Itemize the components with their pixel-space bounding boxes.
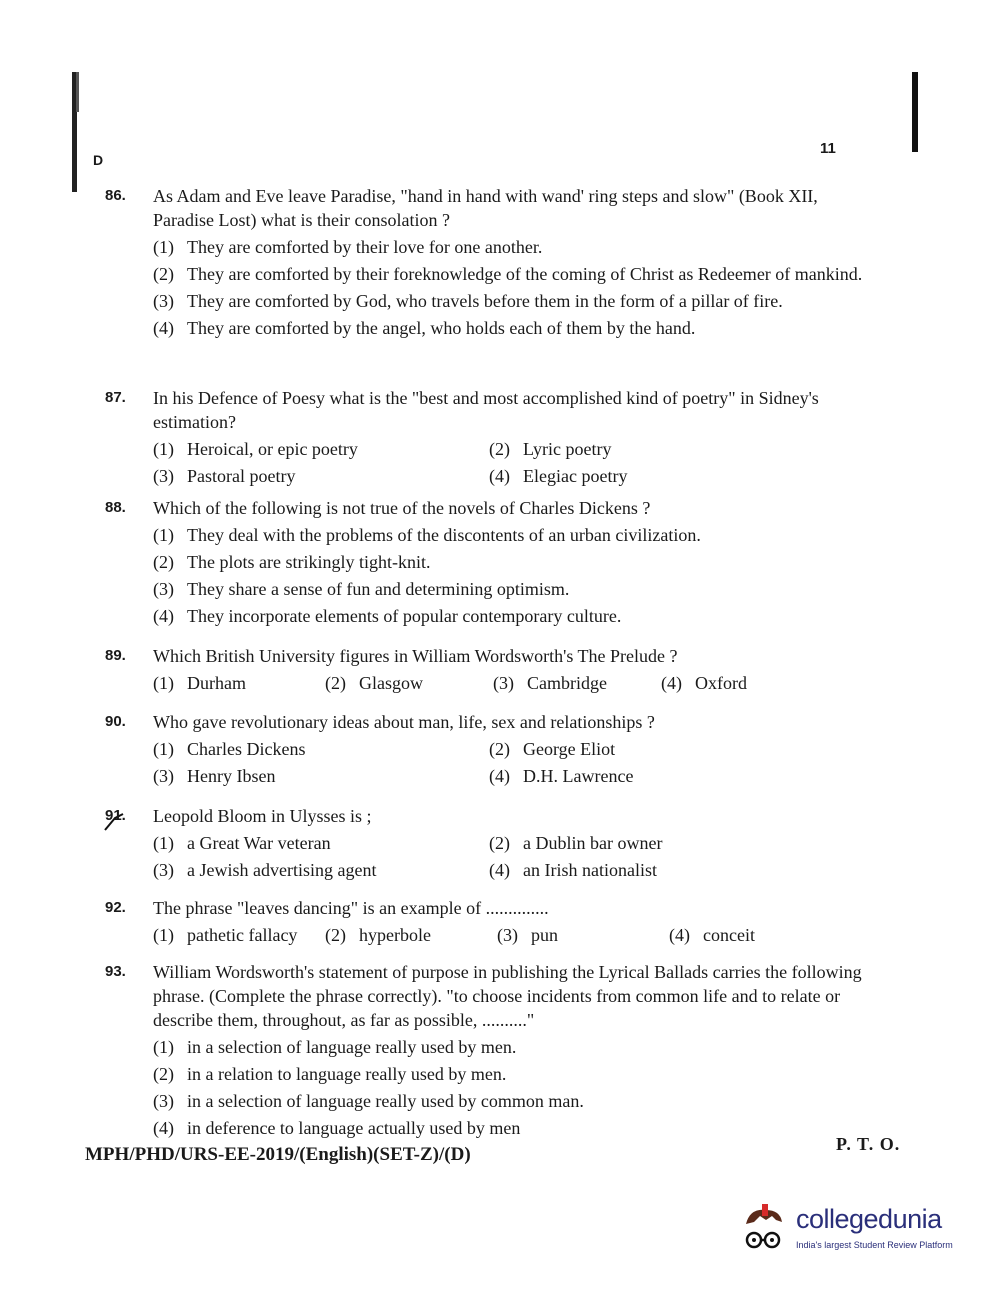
option: (2) in a relation to language really used by men. (153, 1064, 507, 1084)
student-mascot-icon (736, 1202, 792, 1258)
option: (4) in deference to language actually used by men (153, 1118, 521, 1138)
option: (4) conceit (669, 925, 755, 945)
option: (3) They are comforted by God, who travels before them in the form of a pillar of fire. (153, 291, 783, 311)
question-number: 91. (105, 807, 126, 824)
question-text: In his Defence of Poesy what is the "best and most accomplished kind of poetry" in Sidney's estimation? (153, 388, 819, 432)
option: (2) hyperbole (325, 925, 431, 945)
question-number: 90. (105, 713, 126, 730)
option: (1) Charles Dickens (153, 739, 306, 759)
collegedunia-watermark (736, 1200, 966, 1260)
option: (1) They are comforted by their love for one another. (153, 237, 543, 257)
option: (4) an Irish nationalist (489, 860, 657, 880)
option: (1) Heroical, or epic poetry (153, 439, 358, 459)
option: (1) in a selection of language really used by men. (153, 1037, 517, 1057)
option: (2) Glasgow (325, 673, 423, 693)
option: (3) a Jewish advertising agent (153, 860, 377, 880)
question-92 (105, 896, 865, 947)
question-86 (105, 184, 865, 340)
option: (4) Oxford (661, 673, 747, 693)
option: (4) D.H. Lawrence (489, 766, 634, 786)
please-turn-over: P. T. O. (836, 1134, 901, 1154)
question-number: 93. (105, 963, 126, 980)
question-number: 86. (105, 187, 126, 204)
question-text: William Wordsworth's statement of purpose in publishing the Lyrical Ballads carries the following phrase. (Complete the phrase correctly). "to choose incidents from common life and to relate or describe them, throughout, as far as possible, .........." (153, 962, 862, 1030)
paper-code: MPH/PHD/URS-EE-2019/(English)(SET-Z)/(D) (85, 1144, 471, 1165)
option: (1) a Great War veteran (153, 833, 331, 853)
option: (4) They are comforted by the angel, who holds each of them by the hand. (153, 318, 696, 338)
option: (2) The plots are strikingly tight-knit. (153, 552, 431, 572)
option: (3) Pastoral poetry (153, 466, 296, 486)
option: (1) They deal with the problems of the discontents of an urban civilization. (153, 525, 701, 545)
option: (2) They are comforted by their foreknowledge of the coming of Christ as Redeemer of mankind. (153, 264, 863, 284)
option: (2) Lyric poetry (489, 439, 612, 459)
scan-edge-mark (76, 72, 79, 112)
question-89 (105, 644, 865, 695)
option: (3) They share a sense of fun and determining optimism. (153, 579, 570, 599)
question-number: 89. (105, 647, 126, 664)
question-93 (105, 960, 865, 1140)
scan-edge-mark (912, 72, 918, 152)
option: (3) pun (497, 925, 558, 945)
option: (4) They incorporate elements of popular contemporary culture. (153, 606, 622, 626)
option: (3) Cambridge (493, 673, 607, 693)
option: (1) pathetic fallacy (153, 925, 298, 945)
brand-name: collegedunia (796, 1204, 942, 1234)
question-text: Who gave revolutionary ideas about man, life, sex and relationships ? (153, 712, 655, 732)
page-number: 11 (820, 140, 836, 157)
option: (2) a Dublin bar owner (489, 833, 663, 853)
brand-tagline: India's largest Student Review Platform (796, 1240, 953, 1250)
question-text: As Adam and Eve leave Paradise, "hand in hand with wand' ring steps and slow" (Book XII, Paradise Lost) what is their consolation ? (153, 186, 818, 230)
question-text: The phrase "leaves dancing" is an example of .............. (153, 898, 549, 918)
option: (1) Durham (153, 673, 246, 693)
option: (4) Elegiac poetry (489, 466, 628, 486)
question-number: 87. (105, 389, 126, 406)
question-90 (105, 710, 865, 788)
question-91 (105, 804, 865, 882)
question-88 (105, 496, 865, 628)
question-text: Leopold Bloom in Ulysses is ; (153, 806, 372, 826)
set-letter: D (93, 152, 104, 168)
question-number: 88. (105, 499, 126, 516)
question-number: 92. (105, 899, 126, 916)
option: (3) Henry Ibsen (153, 766, 276, 786)
question-text: Which of the following is not true of the novels of Charles Dickens ? (153, 498, 651, 518)
option: (3) in a selection of language really used by common man. (153, 1091, 584, 1111)
option: (2) George Eliot (489, 739, 616, 759)
question-text: Which British University figures in William Wordsworth's The Prelude ? (153, 646, 678, 666)
question-87 (105, 386, 865, 488)
